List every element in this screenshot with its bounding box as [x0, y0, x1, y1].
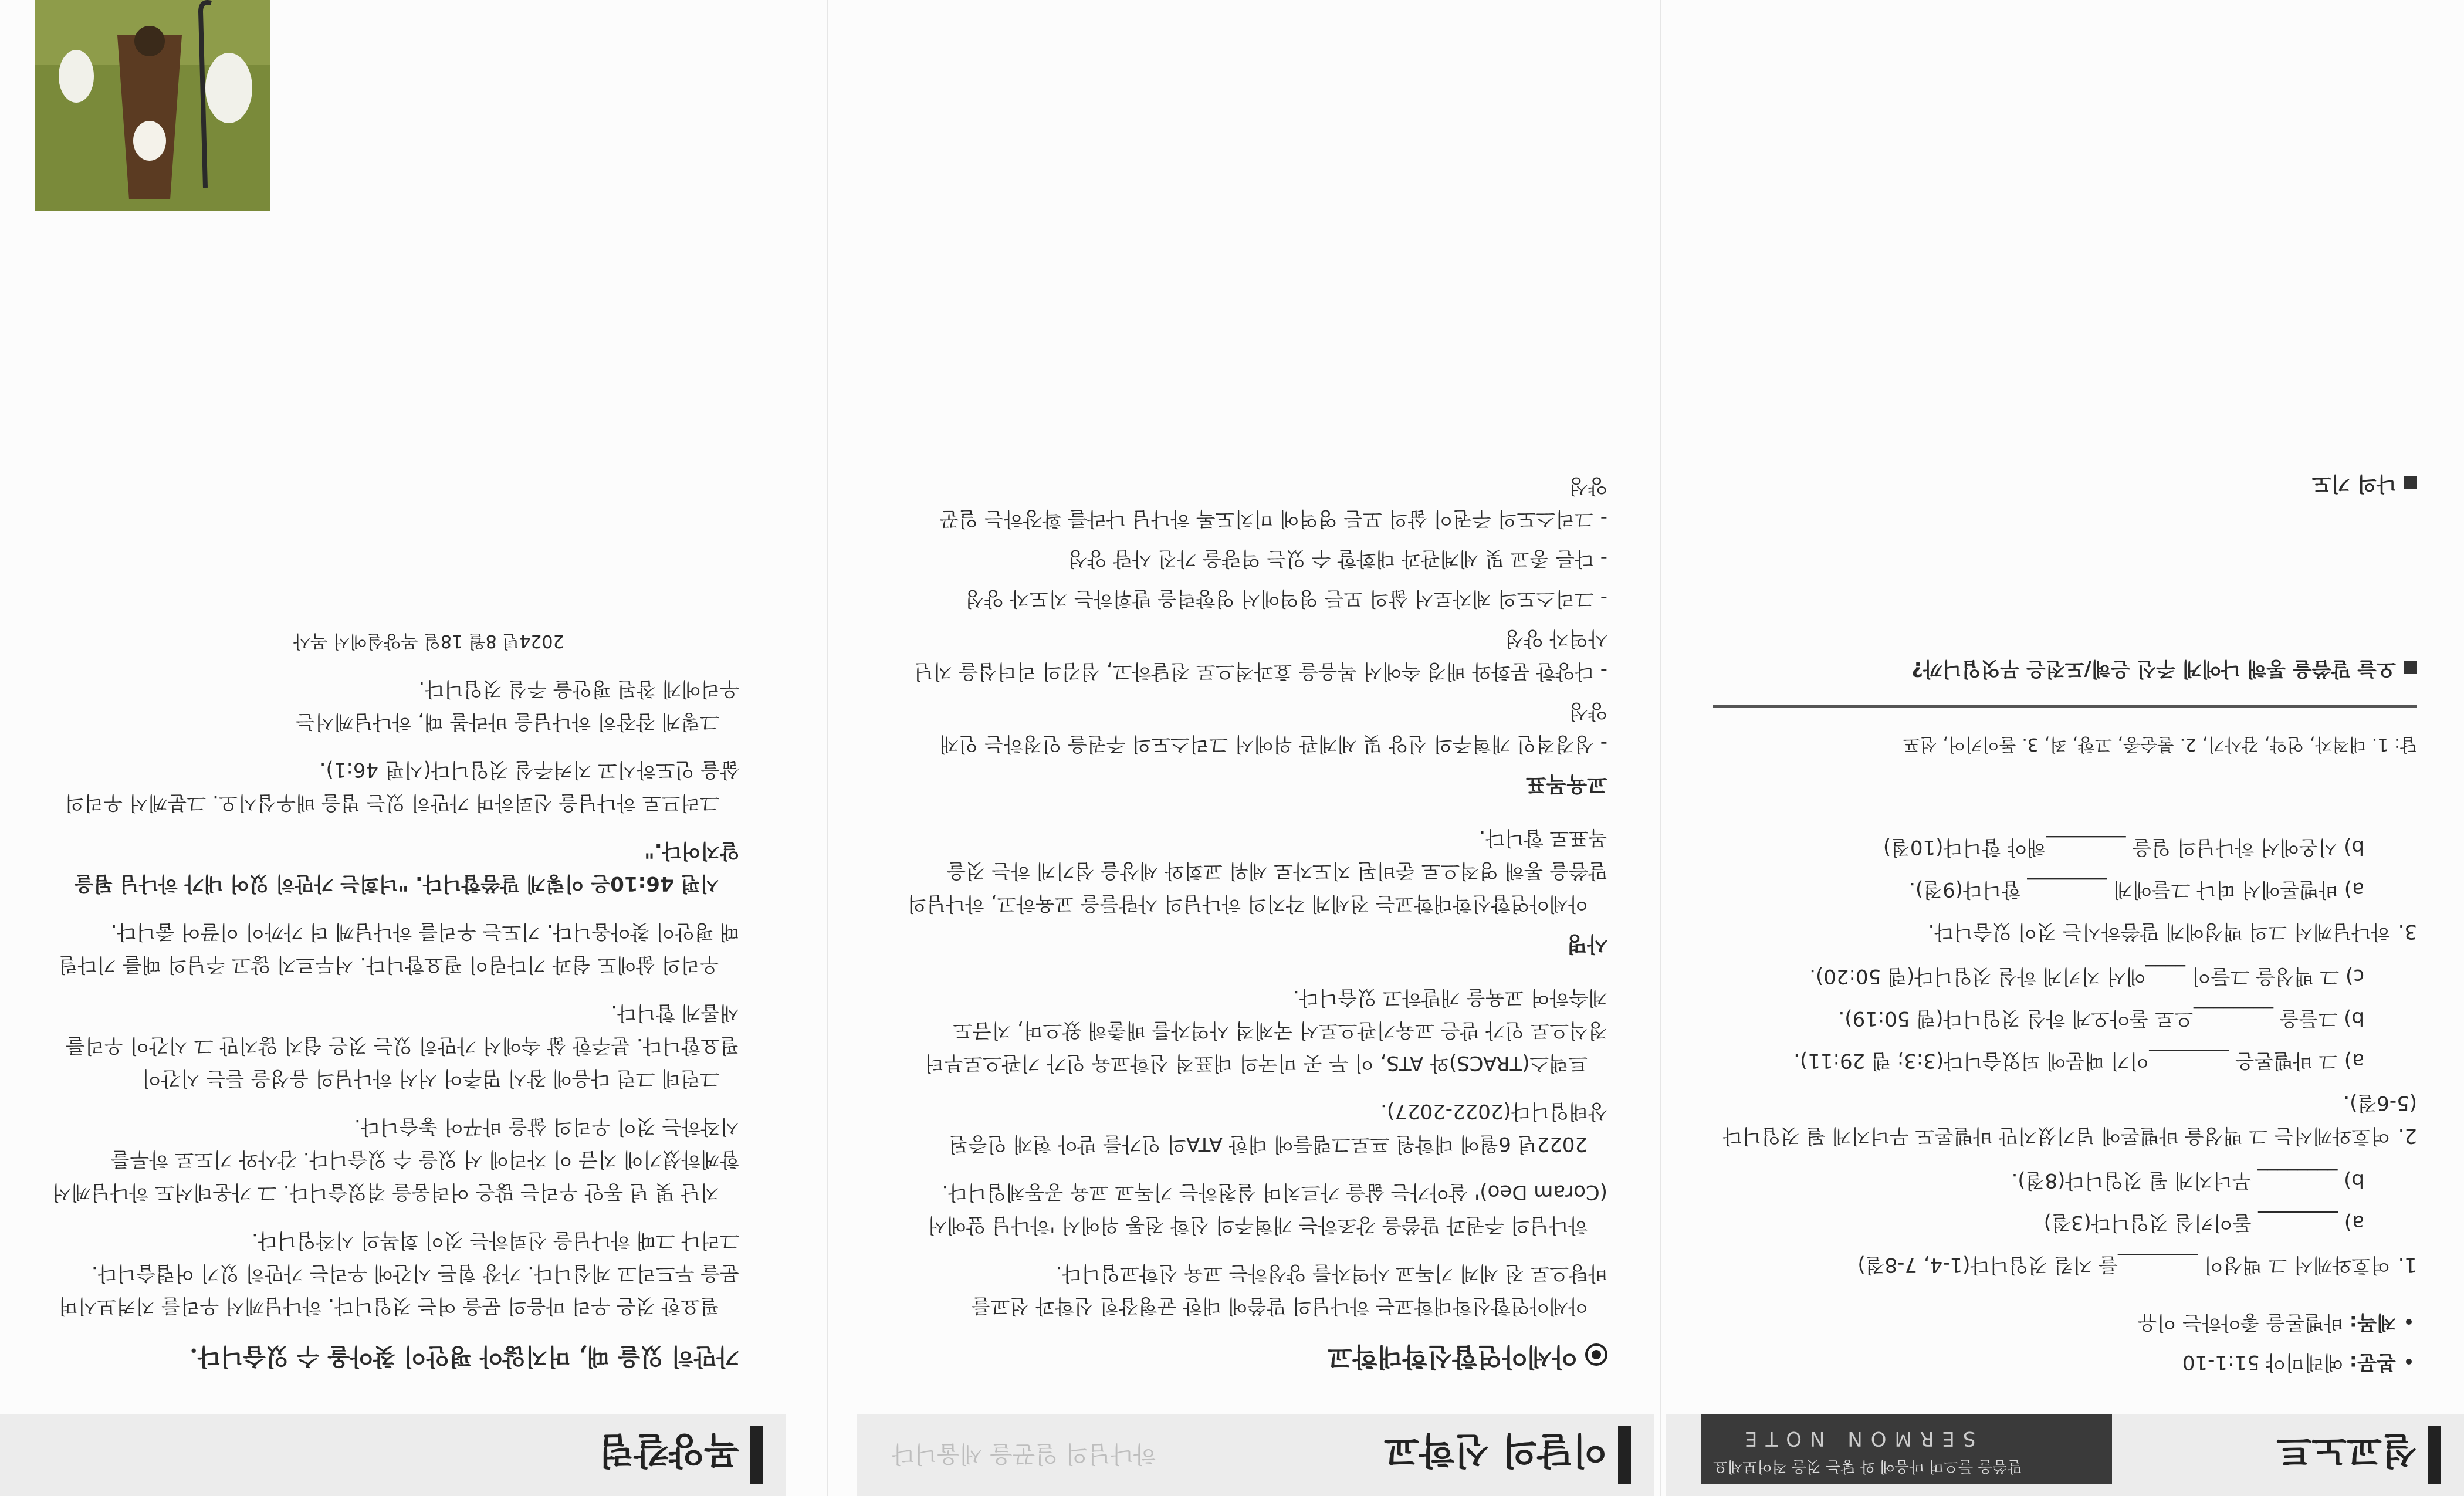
question-text: 여호와께서 그 백성이 ________를 지킬 것입니다(1-4, 7-8절) — [1857, 1253, 2390, 1277]
goal-text: 다양한 문화와 배경 속에서 복음을 효과적으로 전달하고, 섬김의 리더십을 지닌 사역자 양성 — [913, 627, 1607, 683]
column-body — [35, 624, 739, 1373]
sermon-note-caption: 말씀을 들으며 마음에 와 닿는 것을 적어보세요 — [1713, 1457, 2022, 1475]
sermon-note-badge — [1701, 1414, 2112, 1484]
sermon-note-panel — [1666, 0, 2464, 1496]
reflection-prompt — [1713, 652, 2417, 685]
seminary-intro: 아세아연합신학대학교는 하나님의 말씀에 대한 균형잡힌 신학과 선교를 바탕으로 전 세계 기독교 사역자를 양성하는 교육 신학교입니다. — [971, 1261, 1607, 1318]
goal-text: 그리스도의 주권이 삶의 모든 영역에 미치도록 하나님 나라를 확장하는 일꾼 양성 — [939, 474, 1607, 530]
sermon-header — [1666, 1414, 2464, 1496]
seminary-panel — [857, 0, 1654, 1496]
seminary-header-faint: 하나님의 일꾼을 세웁니다 — [892, 1440, 1156, 1467]
square-bullet-icon — [2404, 476, 2417, 489]
answer-key: 답: 1. 대적자, 언약, 감사기, 2. 불순종, 고향, 죄, 3. 돌이키어, 선포 — [1903, 734, 2417, 754]
seminary-header-title: 이달의 신학교 — [1384, 1429, 1607, 1472]
column-signature: 목사 — [293, 631, 327, 651]
question-text: 여호와께서는 그 백성을 바벨론에 넘기셨지만 바벨론도 무너지게 될 것입니다(5-6절). — [1722, 1091, 2417, 1148]
goal-item: - 다양한 문화와 배경 속에서 복음을 효과적으로 전달하고, 섬김의 리더십을 지닌 사역자 양성 — [913, 627, 1607, 683]
fold-line — [827, 0, 828, 1496]
shepherd-illustration — [35, 0, 270, 211]
column-para-2: 지난 몇 년 동안 우리는 많은 어려움을 겪었습니다. 그 가운데서도 하나님께서 함께하셨기에 지금 이 자리에 서 있을 수 있습니다. 감사와 기도로 하루를 시작하는 것이 우리의 삶을 바꾸어 놓습니다. — [52, 1115, 739, 1204]
question-3b: b) 시온에서 하나님의 일을 ________해야 합니다(10절) — [1883, 835, 2364, 859]
goal-item: - 다른 종교 및 세계관과 대화할 수 있는 역량을 가진 사람 양성 — [1068, 547, 1607, 570]
sermon-title-line — [1713, 1306, 2396, 1339]
question-2b: b) 그들을 ________으로 돌아오게 하실 것입니다(렘 50:19). — [1838, 1007, 2364, 1030]
goal-text: 다른 종교 및 세계관과 대화할 수 있는 역량을 가진 사람 양성 — [1068, 547, 1594, 570]
column-para-3: 그런데 그런 다음에 잠시 멈추어 서서 하나님의 음성을 듣는 시간이 필요합니다. 분주한 삶 속에서 가만히 있는 것은 쉽지 않지만 그 시간이 우리를 새롭게 합니다. — [66, 1001, 739, 1090]
column-para-6: 그렇게 잠잠히 하나님을 바라볼 때, 하나님께서는 우리에게 참된 평안을 주실 것입니다. — [296, 677, 739, 733]
seminary-para-2: 하나님의 주권과 말씀을 강조하는 개혁주의 신학 전통 위에서 '하나님 앞에서(Coram Deo)' 살아가는 삶을 가르치며 실천하는 기독교 교육 공동체입니다. — [928, 1180, 1607, 1237]
passage-line — [1713, 1346, 2396, 1379]
circle-bullet-icon — [1585, 1344, 1607, 1366]
seminary-name-text: 아세아연합신학대학교 — [1327, 1342, 1577, 1372]
goal-item: - 성경적인 개혁주의 신앙 및 세계관 위에서 그리스도의 주권을 인정하는 인재 양성 — [939, 699, 1607, 756]
question-text: 하나님께서 그의 백성에게 말씀하시는 것이 있습니다. — [1928, 920, 2390, 943]
goal-item: - 그리스도의 주권이 삶의 모든 영역에 미치도록 하나님 나라를 확장하는 일꾼 양성 — [939, 474, 1607, 530]
seminary-name — [903, 1340, 1607, 1373]
passage-label: 본문: — [2349, 1351, 2396, 1374]
seminary-para-3: 2022년 6월에 대학원 프로그램들에 대한 ATA의 인가를 받아 현재 인증된 상태입니다(2022-2027). — [949, 1099, 1607, 1156]
reflection-writing-area[interactable] — [1713, 500, 2417, 652]
seminary-body — [903, 462, 1607, 1373]
sermon-note-label: SERMON NOTE — [1737, 1427, 1976, 1450]
question-3 — [1713, 831, 2417, 948]
seminary-para-4: 트랙스(TRACS)와 ATS, 이 두 곳 미국의 대표적 신학교육 인가 기관으로부터 정식으로 인가 받은 교육기관으로서 국제적 사역자를 배출해 왔으며, 지금도 계속하여 교육을 개발하고 있습니다. — [925, 986, 1607, 1075]
goal-item: - 그리스도의 제자로서 삶의 모든 영역에서 영향력을 발휘하는 지도자 양성 — [965, 587, 1607, 610]
column-verse: 시편 46:10은 이렇게 말씀합니다. "너희는 가만히 있어 내가 하나님 됨을 알지어다." — [74, 839, 739, 895]
seminary-header — [857, 1414, 1654, 1496]
column-para-4: 우리의 삶에도 쉼과 기다림이 필요합니다. 서두르지 않고 주님의 때를 기다릴 때 평안이 찾아옵니다. 기도는 우리를 하나님께 더 가까이 이끌어 줍니다. — [58, 920, 739, 976]
header-accent-bar — [1618, 1426, 1631, 1484]
shepherd-with-sheep-icon — [35, 0, 270, 211]
sermon-body — [1713, 467, 2417, 1379]
question-1 — [1713, 1164, 2417, 1281]
column-para-1: 필요한 것은 우리 마음의 문을 여는 것입니다. 하나님께서 우리를 지켜보시며 문을 두드리고 계십니다. 가장 힘든 시간에 우리는 가만히 있기 어렵습니다. 그러나 그때 하나님을 신뢰하는 것이 회복의 시작입니다. — [58, 1228, 739, 1318]
mission-text: 아세아연합신학대학교는 전세계 각지의 하나님의 사람들을 교육하고, 하나님의 말씀을 통해 영적으로 준비된 지도자로 세워 교회와 세상을 섬기게 하는 것을 목표로 합니다. — [907, 826, 1607, 915]
question-2c: c) 그 백성을 그들이 ____에서 지키게 하실 것입니다(렘 50:20). — [1809, 964, 2364, 988]
mission-heading: 사명 — [1566, 932, 1607, 956]
column-date: 2024년 8월 18일 목양실에서 — [333, 631, 564, 651]
column-signoff — [293, 624, 739, 657]
question-1a: a) ________ 돌이키실 것입니다(3절) — [2043, 1211, 2364, 1234]
question-2a: a) 그 바벨론은 ________이기 때문에 되었습니다(3:3; 렘 29:11). — [1793, 1049, 2364, 1072]
prayer-label: 나의 기도 — [2311, 472, 2396, 495]
goal-text: 성경적인 개혁주의 신앙 및 세계관 위에서 그리스도의 주권을 인정하는 인재 양성 — [939, 699, 1607, 756]
column-header — [0, 1414, 786, 1496]
sermon-title-label: 제목: — [2349, 1311, 2396, 1334]
column-para-5: 그러므로 하나님을 신뢰하며 가만히 있는 법을 배우십시오. 그분께서 우리의 삶을 인도하시고 지켜주실 것입니다(시편 46:1). — [65, 758, 739, 814]
question-1b: b) ________ 무너지게 될 것입니다(8절). — [2011, 1169, 2364, 1192]
header-accent-bar — [750, 1426, 763, 1484]
fold-line — [1660, 0, 1661, 1496]
sermon-header-title: 설교노트 — [2276, 1429, 2417, 1472]
column-title: 가만히 있을 때, 머지않아 평안이 찾아올 수 있습니다. — [189, 1343, 739, 1370]
prayer-prompt — [1713, 467, 2417, 500]
reflection-text: 오늘 말씀을 통해 나에게 주신 은혜/도전은 무엇입니까? — [1911, 657, 2396, 681]
section-divider — [1713, 705, 2417, 708]
question-number: 1. — [2398, 1253, 2417, 1277]
question-2 — [1713, 960, 2417, 1152]
question-number: 2. — [2398, 1124, 2417, 1148]
passage-ref: 예레미야 51:1-10 — [2182, 1351, 2343, 1374]
question-number: 3. — [2398, 920, 2417, 943]
square-bullet-icon — [2404, 662, 2417, 675]
header-accent-bar — [2428, 1426, 2441, 1484]
sermon-title: 바벨론을 좋아하는 이유 — [2137, 1311, 2343, 1334]
column-header-title: 목양칼럼 — [598, 1429, 739, 1472]
goals-heading: 교육목표 — [1525, 772, 1607, 796]
goal-text: 그리스도의 제자로서 삶의 모든 영역에서 영향력을 발휘하는 지도자 양성 — [965, 587, 1594, 610]
question-3a: a) 바벨론에서 떠나 그들에게 ________ 합니다(9절). — [1909, 878, 2364, 901]
pastoral-column-panel — [0, 0, 786, 1496]
goals-list — [903, 469, 1607, 760]
